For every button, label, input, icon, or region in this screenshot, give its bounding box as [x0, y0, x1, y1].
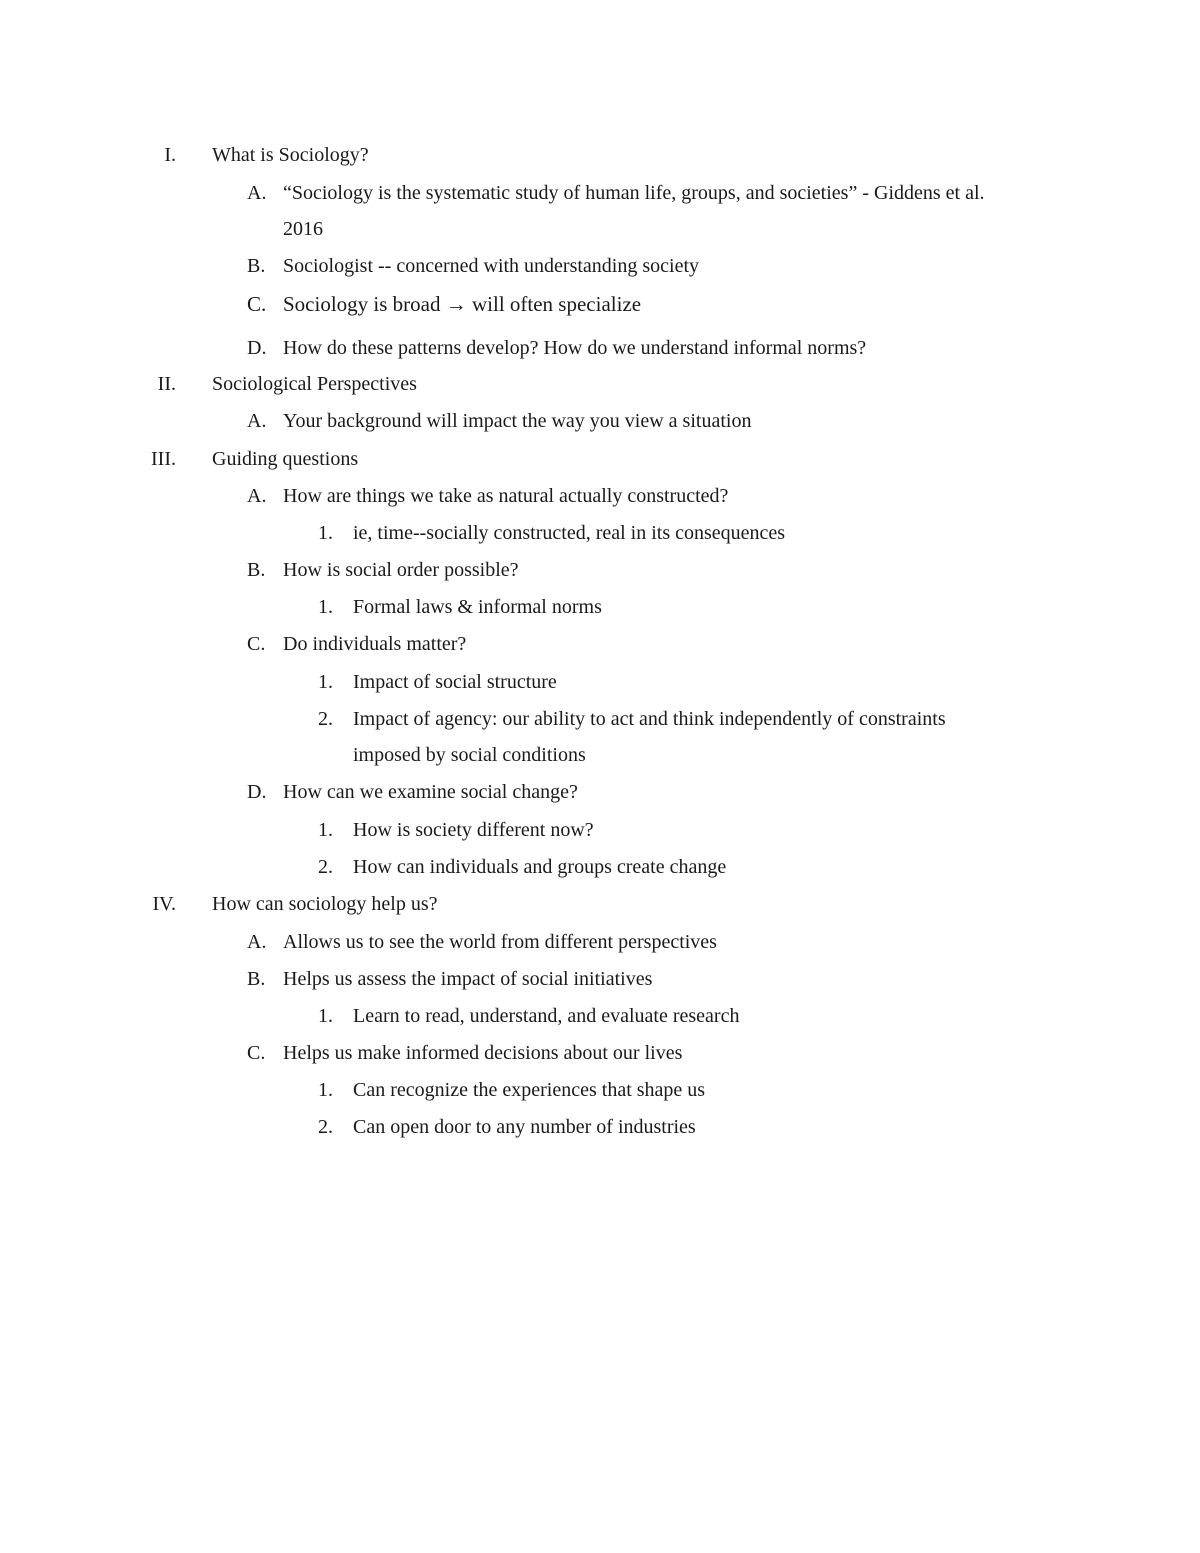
outline-item-1a-continuation	[0, 214, 1200, 244]
outline-marker: IV.	[152, 893, 176, 915]
outline-item-3a	[0, 481, 1200, 511]
outline-text: Guiding questions	[212, 448, 359, 470]
outline-item-3d1	[0, 815, 1200, 845]
outline-text: How can we examine social change?	[283, 781, 578, 803]
outline-text: How can sociology help us?	[212, 893, 438, 915]
outline-item-3b	[0, 555, 1200, 585]
outline-item-4c	[0, 1038, 1200, 1068]
outline-marker: C.	[247, 292, 267, 316]
outline-text: 2016	[283, 218, 323, 240]
outline-marker: III.	[151, 448, 176, 470]
outline-item-4	[0, 889, 1200, 919]
outline-text: Can recognize the experiences that shape us	[353, 1079, 706, 1101]
outline-item-1c	[0, 289, 1200, 319]
outline-marker: 1.	[318, 671, 333, 693]
outline-marker: 1.	[318, 1005, 333, 1027]
outline-text: Can open door to any number of industries	[353, 1116, 696, 1138]
outline-text: Allows us to see the world from different perspectives	[283, 931, 717, 953]
outline-marker: A.	[247, 410, 267, 432]
outline-marker: 1.	[318, 1079, 333, 1101]
outline-item-3	[0, 444, 1200, 474]
outline-item-4a	[0, 927, 1200, 957]
outline-text: Sociology is broad → will often specialize	[283, 292, 642, 316]
outline-text: Do individuals matter?	[283, 633, 467, 655]
outline-text: Formal laws & informal norms	[353, 596, 602, 618]
outline-marker: 2.	[318, 856, 333, 878]
outline-marker: 2.	[318, 1116, 333, 1138]
outline-item-2a	[0, 406, 1200, 436]
outline-text: Sociologist -- concerned with understanding society	[283, 255, 700, 277]
outline-item-3d2	[0, 852, 1200, 882]
outline-marker: B.	[247, 255, 266, 277]
outline-item-3d	[0, 777, 1200, 807]
outline-item-1b	[0, 251, 1200, 281]
outline-text: Helps us make informed decisions about our lives	[283, 1042, 683, 1064]
outline-item-3b1	[0, 592, 1200, 622]
outline-text: imposed by social conditions	[353, 744, 586, 766]
outline-item-3c2	[0, 704, 1200, 734]
outline-item-4b	[0, 964, 1200, 994]
outline-text: How is society different now?	[353, 819, 594, 841]
outline-marker: D.	[247, 781, 267, 803]
outline-text: Sociological Perspectives	[212, 373, 417, 395]
outline-marker: 1.	[318, 522, 333, 544]
outline-item-1	[0, 140, 1200, 170]
outline-text: Your background will impact the way you view a situation	[283, 410, 752, 432]
outline-marker: C.	[247, 633, 266, 655]
outline-text: Helps us assess the impact of social initiatives	[283, 968, 653, 990]
outline-marker: A.	[247, 182, 267, 204]
outline-marker: B.	[247, 559, 266, 581]
outline-marker: C.	[247, 1042, 266, 1064]
outline-marker: 2.	[318, 708, 333, 730]
outline-text: What is Sociology?	[212, 144, 369, 166]
outline-marker: A.	[247, 485, 267, 507]
outline-text: How are things we take as natural actually constructed?	[283, 485, 729, 507]
outline-item-4c1	[0, 1075, 1200, 1105]
outline-item-2	[0, 369, 1200, 399]
outline-marker: 1.	[318, 819, 333, 841]
outline-item-3c	[0, 629, 1200, 659]
outline-marker: I.	[164, 144, 176, 166]
outline-text: How can individuals and groups create change	[353, 856, 727, 878]
outline-marker: 1.	[318, 596, 333, 618]
outline-item-1d	[0, 333, 1200, 363]
outline-item-4b1	[0, 1001, 1200, 1031]
outline-text: Impact of agency: our ability to act and think independently of constraints	[353, 708, 946, 730]
outline-text: How do these patterns develop? How do we understand informal norms?	[283, 337, 867, 359]
outline-item-3c2-continuation	[0, 740, 1200, 770]
outline-marker: D.	[247, 337, 267, 359]
outline-text: Learn to read, understand, and evaluate research	[353, 1005, 740, 1027]
outline-item-3c1	[0, 667, 1200, 697]
outline-marker: A.	[247, 931, 267, 953]
outline-text: Impact of social structure	[353, 671, 557, 693]
outline-item-3a1	[0, 518, 1200, 548]
outline-item-4c2	[0, 1112, 1200, 1142]
outline-text: How is social order possible?	[283, 559, 519, 581]
outline-marker: II.	[157, 373, 176, 395]
outline-item-1a	[0, 178, 1200, 208]
outline-marker: B.	[247, 968, 266, 990]
outline-text: ie, time--socially constructed, real in its consequences	[353, 522, 786, 544]
outline-text: “Sociology is the systematic study of human life, groups, and societies” - Giddens et al.	[283, 182, 985, 204]
